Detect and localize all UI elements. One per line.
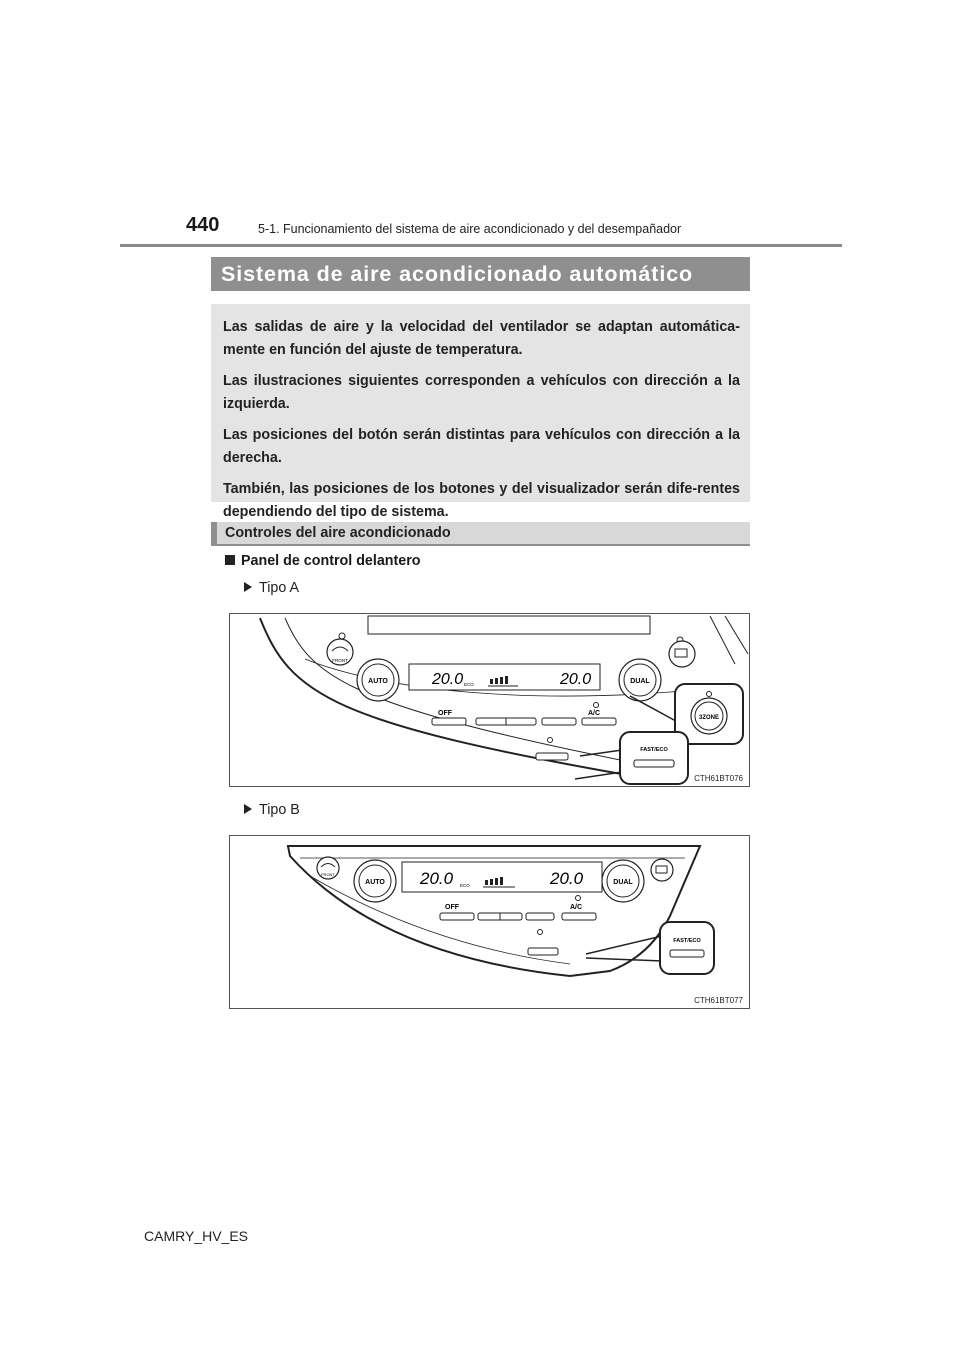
- auto-knob[interactable]: [354, 860, 396, 902]
- intro-box: [211, 304, 750, 520]
- intro-paragraph: También, las posiciones de los botones y del visualizador serán dife-rentes dependiendo del tipo de sistema.: [223, 481, 740, 520]
- three-zone-label: 3ZONE: [698, 715, 720, 721]
- dual-knob[interactable]: [619, 659, 661, 701]
- figure-code: CTH61BT077: [694, 996, 743, 1005]
- eco-label: ECO: [460, 883, 470, 888]
- subsection-bar: [211, 522, 217, 544]
- subsection-title: Controles del aire acondicionado: [225, 525, 451, 541]
- fan-speed-buttons[interactable]: [478, 913, 522, 920]
- ac-button[interactable]: [582, 703, 616, 726]
- type-a-label: [244, 580, 299, 596]
- off-label: OFF: [445, 904, 459, 911]
- off-label: OFF: [438, 710, 452, 717]
- footer-model-code: CAMRY_HV_ES: [144, 1228, 249, 1244]
- auto-knob[interactable]: [357, 659, 399, 701]
- fast-eco-button[interactable]: [620, 732, 688, 784]
- type-a-label-text: Tipo A: [259, 580, 300, 596]
- fast-eco-label: FAST/ECO: [640, 747, 668, 753]
- climate-display: [402, 862, 602, 892]
- ac-label: A/C: [570, 904, 583, 911]
- front-label: FRONT: [321, 872, 335, 877]
- temp-left: 20.0: [432, 671, 464, 688]
- dual-label: DUAL: [630, 678, 650, 685]
- front-label: FRONT: [332, 658, 348, 663]
- type-b-label-text: Tipo B: [259, 802, 300, 818]
- triangle-bullet-icon: [244, 804, 252, 814]
- figure-type-a: [229, 613, 750, 787]
- auto-label: AUTO: [368, 678, 388, 685]
- front-defog-button[interactable]: [327, 633, 353, 665]
- square-bullet-icon: [225, 555, 235, 565]
- airflow-mode-button[interactable]: [526, 913, 554, 920]
- header-rule: [120, 244, 842, 247]
- recirculation-button[interactable]: [536, 738, 568, 761]
- fan-speed-buttons[interactable]: [476, 718, 536, 725]
- fast-eco-label: FAST/ECO: [673, 938, 701, 944]
- control-panel-type-b-illustration: [230, 836, 749, 1008]
- figure-code: CTH61BT076: [694, 774, 743, 783]
- type-b-label: [244, 802, 300, 818]
- control-panel-type-a-illustration: [230, 614, 749, 786]
- intro-paragraph: Las salidas de aire y la velocidad del ventilador se adaptan automática-mente en función del ajuste de temperatura.: [223, 319, 740, 358]
- subsection-header: [211, 522, 750, 546]
- ac-label: A/C: [588, 710, 601, 717]
- panel-heading-text: Panel de control delantero: [241, 553, 421, 569]
- figure-type-b: [229, 835, 750, 1009]
- intro-paragraph: Las posiciones del botón serán distintas para vehículos con dirección a la derecha.: [223, 427, 740, 466]
- chapter-title: 5-1. Funcionamiento del sistema de aire acondicionado y del desempañador: [258, 222, 682, 236]
- dual-knob[interactable]: [602, 860, 644, 902]
- eco-label: ECO: [464, 682, 474, 687]
- temp-right: 20.0: [560, 671, 592, 688]
- airflow-mode-button[interactable]: [542, 718, 576, 725]
- dual-label: DUAL: [613, 879, 633, 886]
- auto-label: AUTO: [365, 879, 385, 886]
- page-number: 440: [186, 214, 220, 236]
- panel-heading: [225, 553, 421, 569]
- rear-defog-button[interactable]: [651, 859, 673, 881]
- triangle-bullet-icon: [244, 582, 252, 592]
- fast-eco-button[interactable]: [660, 922, 714, 974]
- climate-display: [409, 664, 600, 690]
- intro-paragraph: Las ilustraciones siguientes corresponden a vehículos con dirección a la izquierda.: [223, 373, 740, 412]
- fan-off-button[interactable]: [432, 710, 466, 725]
- rear-defog-button[interactable]: [669, 637, 695, 667]
- front-defog-button[interactable]: [317, 857, 339, 879]
- temp-right: 20.0: [550, 869, 584, 888]
- temp-left: 20.0: [420, 869, 454, 888]
- section-title: Sistema de aire acondicionado automático: [211, 257, 750, 291]
